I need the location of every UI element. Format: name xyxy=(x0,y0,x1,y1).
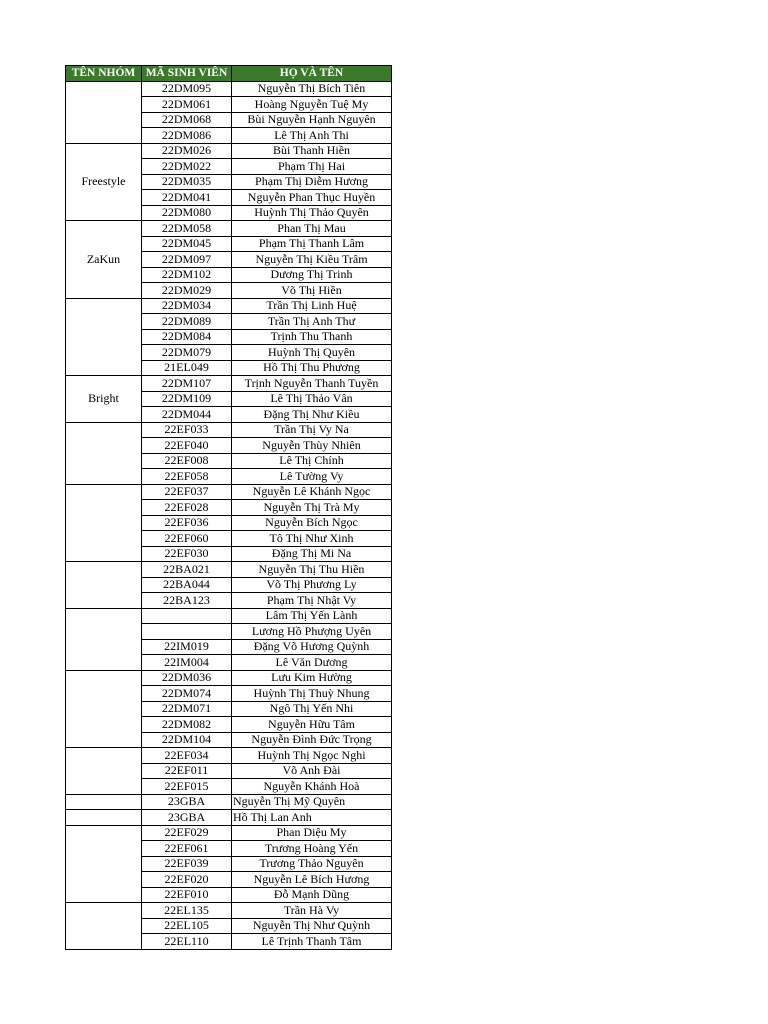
group-name-cell xyxy=(66,670,142,748)
full-name-cell: Huỳnh Thị Ngọc Nghi xyxy=(232,748,392,764)
student-id-cell: 22DM079 xyxy=(142,345,232,361)
full-name-cell: Trịnh Nguyễn Thanh Tuyền xyxy=(232,376,392,392)
full-name-cell: Nguyễn Đình Đức Trọng xyxy=(232,732,392,748)
table-row xyxy=(66,748,392,764)
student-id-cell: 22BA123 xyxy=(142,593,232,609)
table-row xyxy=(66,794,392,810)
student-id-cell: 22EL110 xyxy=(142,934,232,950)
student-id-cell: 22DM034 xyxy=(142,298,232,314)
full-name-cell: Nguyễn Lê Khánh Ngọc xyxy=(232,484,392,500)
student-id-cell: 22EF030 xyxy=(142,546,232,562)
student-id-cell: 22DM095 xyxy=(142,81,232,97)
full-name-cell: Lê Thị Thảo Vân xyxy=(232,391,392,407)
student-id-cell: 22EF061 xyxy=(142,841,232,857)
full-name-cell: Phan Diệu My xyxy=(232,825,392,841)
full-name-cell: Dương Thị Trinh xyxy=(232,267,392,283)
student-id-cell: 22DM068 xyxy=(142,112,232,128)
student-id-cell: 22IM019 xyxy=(142,639,232,655)
group-name-cell xyxy=(66,298,142,376)
student-id-cell: 22EF010 xyxy=(142,887,232,903)
full-name-cell: Lê Trịnh Thanh Tâm xyxy=(232,934,392,950)
student-id-cell: 22DM026 xyxy=(142,143,232,159)
table-row xyxy=(66,810,392,826)
full-name-cell: Huỳnh Thị Thảo Quyên xyxy=(232,205,392,221)
student-id-cell: 22EL105 xyxy=(142,918,232,934)
full-name-cell: Lê Thị Chính xyxy=(232,453,392,469)
table-row xyxy=(66,422,392,438)
full-name-cell: Nguyễn Thị Bích Tiên xyxy=(232,81,392,97)
full-name-cell: Đỗ Mạnh Dũng xyxy=(232,887,392,903)
full-name-cell: Phạm Thị Nhật Vy xyxy=(232,593,392,609)
table-body xyxy=(66,81,392,949)
student-id-cell: 22DM071 xyxy=(142,701,232,717)
table-row xyxy=(66,903,392,919)
student-id-cell: 22EF034 xyxy=(142,748,232,764)
student-id-cell: 22DM044 xyxy=(142,407,232,423)
header-row xyxy=(66,66,392,82)
student-id-cell: 22EF008 xyxy=(142,453,232,469)
header-full-name: HỌ VÀ TÊN xyxy=(232,66,392,82)
student-id-cell: 22EF037 xyxy=(142,484,232,500)
student-id-cell: 22BA044 xyxy=(142,577,232,593)
group-name-cell xyxy=(66,903,142,950)
full-name-cell: Bùi Thanh Hiền xyxy=(232,143,392,159)
full-name-cell: Lưu Kim Hường xyxy=(232,670,392,686)
table-row xyxy=(66,81,392,97)
full-name-cell: Bùi Nguyễn Hạnh Nguyên xyxy=(232,112,392,128)
full-name-cell: Trịnh Thu Thanh xyxy=(232,329,392,345)
student-id-cell: 22EF028 xyxy=(142,500,232,516)
student-id-cell: 22EF033 xyxy=(142,422,232,438)
student-id-cell: 22DM035 xyxy=(142,174,232,190)
full-name-cell: Nguyễn Thị Thu Hiền xyxy=(232,562,392,578)
full-name-cell: Trần Thị Linh Huệ xyxy=(232,298,392,314)
student-id-cell: 22DM058 xyxy=(142,221,232,237)
group-name-cell xyxy=(66,608,142,670)
group-name-cell xyxy=(66,81,142,143)
table-row xyxy=(66,825,392,841)
student-id-cell: 22EL135 xyxy=(142,903,232,919)
table-row xyxy=(66,376,392,392)
student-id-cell: 22EF058 xyxy=(142,469,232,485)
full-name-cell: Nguyễn Hữu Tâm xyxy=(232,717,392,733)
full-name-cell: Nguyễn Bích Ngọc xyxy=(232,515,392,531)
table-row xyxy=(66,221,392,237)
table-row xyxy=(66,608,392,624)
full-name-cell: Đặng Thị Như Kiều xyxy=(232,407,392,423)
student-id-cell xyxy=(142,608,232,624)
student-id-cell: 22DM084 xyxy=(142,329,232,345)
student-id-cell: 23GBA xyxy=(142,810,232,826)
full-name-cell: Huỳnh Thị Thuỳ Nhung xyxy=(232,686,392,702)
student-id-cell: 22EF039 xyxy=(142,856,232,872)
full-name-cell: Phạm Thị Diễm Hương xyxy=(232,174,392,190)
student-id-cell: 22EF015 xyxy=(142,779,232,795)
full-name-cell: Đặng Thị Mi Na xyxy=(232,546,392,562)
student-id-cell: 22DM045 xyxy=(142,236,232,252)
student-id-cell: 22DM074 xyxy=(142,686,232,702)
full-name-cell: Nguyễn Khánh Hoà xyxy=(232,779,392,795)
full-name-cell: Lê Văn Dương xyxy=(232,655,392,671)
student-id-cell: 22EF040 xyxy=(142,438,232,454)
full-name-cell: Trương Thảo Nguyên xyxy=(232,856,392,872)
full-name-cell: Lương Hồ Phượng Uyên xyxy=(232,624,392,640)
student-id-cell xyxy=(142,624,232,640)
group-name-cell: Bright xyxy=(66,376,142,423)
table-row xyxy=(66,670,392,686)
student-id-cell: 22DM036 xyxy=(142,670,232,686)
student-id-cell: 22DM086 xyxy=(142,128,232,144)
full-name-cell: Nguyễn Phan Thục Huyền xyxy=(232,190,392,206)
full-name-cell: Nguyễn Thị Mỹ Quyên xyxy=(232,794,392,810)
full-name-cell: Trần Hà Vy xyxy=(232,903,392,919)
student-id-cell: 22BA021 xyxy=(142,562,232,578)
header-group-name: TÊN NHÓM xyxy=(66,66,142,82)
student-id-cell: 22EF060 xyxy=(142,531,232,547)
full-name-cell: Tô Thị Như Xinh xyxy=(232,531,392,547)
student-id-cell: 22IM004 xyxy=(142,655,232,671)
student-id-cell: 22DM029 xyxy=(142,283,232,299)
full-name-cell: Nguyễn Thùy Nhiên xyxy=(232,438,392,454)
student-id-cell: 21EL049 xyxy=(142,360,232,376)
full-name-cell: Hồ Thị Thu Phương xyxy=(232,360,392,376)
full-name-cell: Võ Thị Hiền xyxy=(232,283,392,299)
full-name-cell: Võ Thị Phương Ly xyxy=(232,577,392,593)
student-id-cell: 23GBA xyxy=(142,794,232,810)
group-name-cell xyxy=(66,825,142,903)
student-id-cell: 22EF029 xyxy=(142,825,232,841)
group-name-cell: Freestyle xyxy=(66,143,142,221)
full-name-cell: Võ Anh Đài xyxy=(232,763,392,779)
full-name-cell: Phạm Thị Hai xyxy=(232,159,392,175)
full-name-cell: Trần Thị Vy Na xyxy=(232,422,392,438)
full-name-cell: Phạm Thị Thanh Lâm xyxy=(232,236,392,252)
student-id-cell: 22EF011 xyxy=(142,763,232,779)
group-name-cell xyxy=(66,748,142,795)
group-name-cell: ZaKun xyxy=(66,221,142,299)
group-name-cell xyxy=(66,422,142,484)
student-id-cell: 22DM041 xyxy=(142,190,232,206)
full-name-cell: Đặng Võ Hương Quỳnh xyxy=(232,639,392,655)
group-name-cell xyxy=(66,794,142,810)
group-name-cell xyxy=(66,810,142,826)
full-name-cell: Trương Hoàng Yến xyxy=(232,841,392,857)
student-id-cell: 22DM089 xyxy=(142,314,232,330)
student-id-cell: 22DM102 xyxy=(142,267,232,283)
full-name-cell: Lê Tường Vy xyxy=(232,469,392,485)
full-name-cell: Nguyễn Thị Trà My xyxy=(232,500,392,516)
table-row xyxy=(66,562,392,578)
full-name-cell: Trần Thị Anh Thư xyxy=(232,314,392,330)
student-id-cell: 22DM082 xyxy=(142,717,232,733)
full-name-cell: Lê Thị Anh Thi xyxy=(232,128,392,144)
student-id-cell: 22DM061 xyxy=(142,97,232,113)
full-name-cell: Ngô Thị Yến Nhi xyxy=(232,701,392,717)
full-name-cell: Phan Thị Mau xyxy=(232,221,392,237)
student-id-cell: 22EF020 xyxy=(142,872,232,888)
full-name-cell: Lâm Thị Yến Lành xyxy=(232,608,392,624)
student-id-cell: 22DM107 xyxy=(142,376,232,392)
group-name-cell xyxy=(66,562,142,609)
student-id-cell: 22DM109 xyxy=(142,391,232,407)
student-id-cell: 22DM097 xyxy=(142,252,232,268)
table-row xyxy=(66,298,392,314)
group-name-cell xyxy=(66,484,142,562)
full-name-cell: Nguyễn Thị Kiều Trâm xyxy=(232,252,392,268)
student-id-cell: 22DM104 xyxy=(142,732,232,748)
full-name-cell: Hồ Thị Lan Anh xyxy=(232,810,392,826)
student-id-cell: 22DM022 xyxy=(142,159,232,175)
full-name-cell: Nguyễn Thị Như Quỳnh xyxy=(232,918,392,934)
full-name-cell: Nguyễn Lê Bích Hương xyxy=(232,872,392,888)
full-name-cell: Huỳnh Thị Quyên xyxy=(232,345,392,361)
student-group-table xyxy=(65,65,392,950)
full-name-cell: Hoàng Nguyễn Tuệ My xyxy=(232,97,392,113)
header-student-id: MÃ SINH VIÊN xyxy=(142,66,232,82)
table-row xyxy=(66,143,392,159)
table-row xyxy=(66,484,392,500)
student-id-cell: 22EF036 xyxy=(142,515,232,531)
student-id-cell: 22DM080 xyxy=(142,205,232,221)
